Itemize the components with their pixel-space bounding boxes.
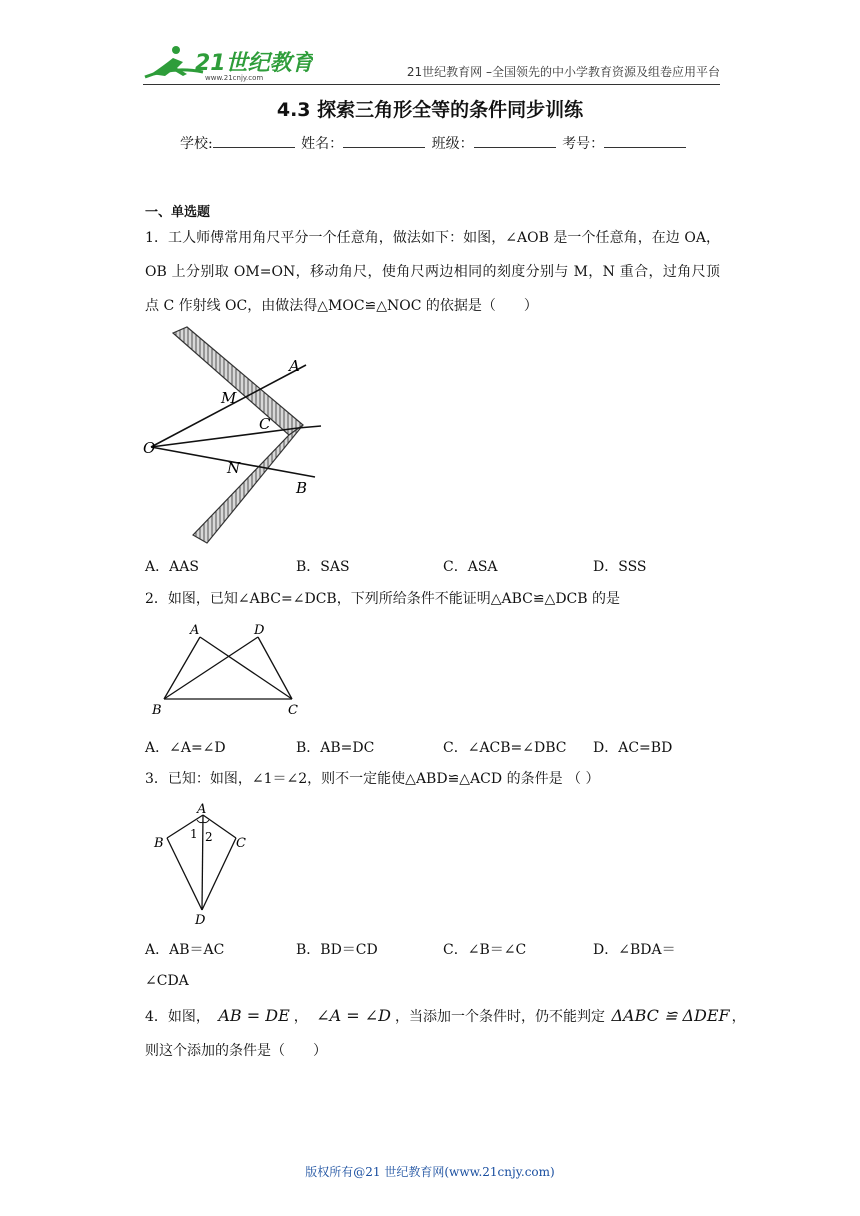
student-info-fields — [180, 133, 688, 153]
section-title: 一、单选题 — [145, 205, 211, 220]
q1-label-B: B — [296, 479, 308, 497]
header-tagline: 21世纪教育网 –全国领先的中小学教育资源及组卷应用平台 — [406, 65, 720, 79]
q1-option-d[interactable]: D．SSS — [593, 559, 647, 575]
q2-option-c[interactable]: C．∠ACB=∠DBC — [443, 740, 567, 756]
page-footer: 版权所有@21 世纪教育网(www.21cnjy.com) — [305, 1165, 555, 1179]
runner-icon — [143, 44, 313, 82]
question-3-figure — [150, 798, 255, 928]
question-1-figure — [143, 325, 328, 547]
exam-no-blank[interactable] — [604, 133, 686, 148]
q4-prefix: 4．如图， — [145, 1009, 210, 1025]
logo-text: 21世纪教育 — [195, 51, 313, 76]
page-title: 4.3 探索三角形全等的条件同步训练 — [276, 99, 584, 121]
header-rule — [143, 84, 720, 85]
q3-label-C: C — [236, 836, 246, 851]
q1-label-O: O — [143, 439, 156, 457]
q4-middle-text: ，当添加一个条件时，仍不能判定 — [395, 1009, 606, 1025]
q3-label-1: 1 — [190, 827, 198, 841]
q3-option-d-cont: ∠CDA — [145, 973, 189, 989]
logo-url: www.21cnjy.com — [205, 74, 264, 82]
q2-option-b[interactable]: B．AB=DC — [296, 740, 375, 756]
site-logo — [143, 44, 313, 82]
question-1-text: 1．工人师傅常用角尺平分一个任意角，做法如下：如图，∠AOB 是一个任意角，在边 OA，OB 上分别取 OM=ON，移动角尺，使角尺两边相同的刻度分别与 M，N 重合，过角尺顶点 C 作射线 OC，由做法得△MOC≌△NOC 的依据是（ ） — [145, 230, 720, 314]
q2-option-d[interactable]: D．AC=BD — [593, 740, 673, 756]
q2-label-D: D — [254, 623, 265, 638]
q2-label-C: C — [288, 703, 298, 718]
name-blank[interactable] — [343, 133, 425, 148]
q2-label-B: B — [152, 703, 162, 718]
q2-label-A: A — [190, 623, 200, 638]
q1-label-N: N — [227, 459, 241, 477]
name-label: 姓名： — [301, 136, 344, 152]
q4-comma: ， — [293, 1009, 308, 1025]
school-blank[interactable] — [213, 133, 295, 148]
q2-option-a[interactable]: A．∠A=∠D — [145, 740, 226, 756]
q1-label-M: M — [221, 389, 237, 407]
q3-label-A: A — [197, 802, 207, 817]
q4-formula-angle: ∠A = ∠D — [316, 1006, 392, 1025]
q1-option-c[interactable]: C．ASA — [443, 559, 498, 575]
school-label: 学校: — [180, 136, 213, 152]
question-2-text: 2．如图，已知∠ABC=∠DCB，下列所给条件不能证明△ABC≌△DCB 的是 — [145, 591, 621, 607]
q3-label-D: D — [195, 913, 206, 928]
class-label: 班级： — [431, 136, 474, 152]
q3-label-2: 2 — [205, 830, 213, 844]
question-4-line-2: 则这个添加的条件是（ ） — [145, 1043, 327, 1059]
question-4-line-1 — [145, 1006, 746, 1026]
question-3-text: 3．已知：如图，∠1＝∠2，则不一定能使△ABD≌△ACD 的条件是 （ ） — [145, 771, 600, 787]
class-blank[interactable] — [474, 133, 556, 148]
q3-option-a[interactable]: A．AB＝AC — [145, 942, 225, 958]
q1-option-a[interactable]: A．AAS — [145, 559, 199, 575]
q1-label-A: A — [289, 357, 300, 375]
q4-formula-ab-de: AB = DE — [218, 1006, 290, 1025]
q1-label-C: C — [259, 415, 271, 433]
question-2-figure — [148, 620, 308, 720]
q4-formula-congruent: ΔABC ≌ ΔDEF — [611, 1006, 730, 1025]
q3-option-b[interactable]: B．BD＝CD — [296, 942, 378, 958]
q4-end-comma: ， — [731, 1009, 746, 1025]
q3-option-c[interactable]: C．∠B＝∠C — [443, 942, 527, 958]
q1-option-b[interactable]: B．SAS — [296, 559, 350, 575]
q3-option-d[interactable]: D．∠BDA＝ — [593, 942, 676, 958]
exam-no-label: 考号： — [562, 136, 605, 152]
q3-label-B: B — [154, 836, 164, 851]
